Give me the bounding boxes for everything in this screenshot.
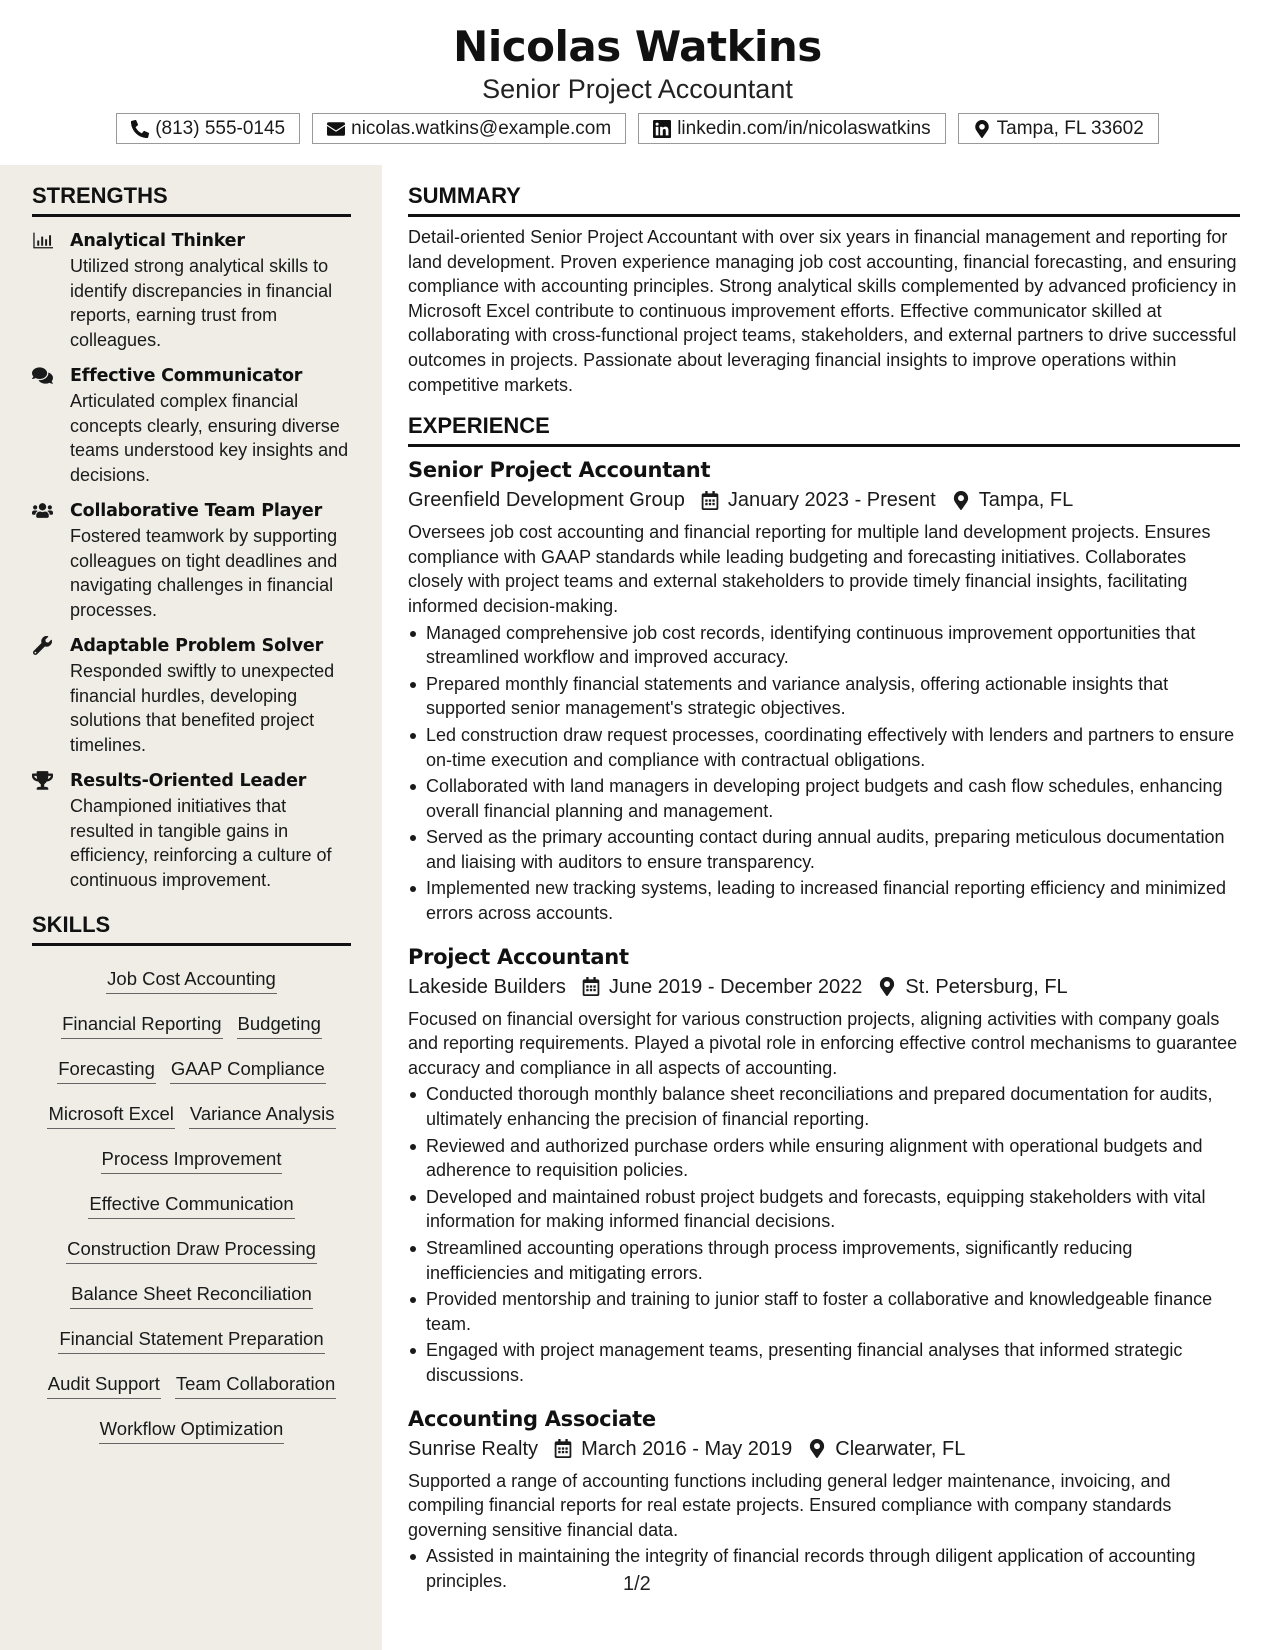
skill-tag: Financial Statement Preparation — [58, 1327, 324, 1354]
summary-heading: SUMMARY — [408, 183, 1240, 217]
job-description: Focused on financial oversight for various construction projects, aligning activities with company goals and reporting requirements. Played a pivotal role in enforcing effective control mechanisms to guarantee accuracy and compliance in all aspects of accounting. — [408, 1008, 1238, 1078]
bullet-item: Managed comprehensive job cost records, identifying continuous improvement opportunities that streamlined workflow and improved accuracy. — [408, 621, 1240, 670]
skill-tag: Microsoft Excel — [47, 1102, 174, 1129]
strength-title: Collaborative Team Player — [70, 501, 323, 521]
comments-icon — [32, 366, 53, 385]
job-company: Sunrise Realty — [408, 1437, 539, 1460]
contact-phone — [116, 113, 300, 144]
job-bullets — [408, 621, 1240, 926]
resume-header — [0, 0, 1275, 165]
bullet-item: Provided mentorship and training to junior staff to foster a collaborative and knowledgeable finance team. — [408, 1287, 1240, 1336]
calendar-icon — [582, 977, 600, 996]
bullet-item: Reviewed and authorized purchase orders while ensuring alignment with operational budgets and adherence to requisition policies. — [408, 1134, 1240, 1183]
envelope-icon — [327, 120, 345, 138]
location-text: Tampa, FL 33602 — [996, 117, 1144, 139]
candidate-title: Senior Project Accountant — [482, 74, 793, 104]
calendar-icon — [701, 491, 719, 510]
bar-chart-icon — [32, 231, 53, 250]
strength-title: Analytical Thinker — [70, 231, 245, 251]
skill-tag: Team Collaboration — [175, 1372, 336, 1399]
bullet-item: Assisted in maintaining the integrity of financial records through diligent application of accounting principles. — [408, 1544, 1240, 1593]
map-marker-icon — [952, 491, 970, 510]
job-entry — [408, 942, 1240, 1388]
map-marker-icon — [973, 120, 991, 138]
strength-item — [32, 229, 351, 352]
skill-tag: Forecasting — [57, 1057, 156, 1084]
experience-heading: EXPERIENCE — [408, 413, 1240, 447]
skills-list — [32, 958, 351, 1453]
skill-tag: Audit Support — [47, 1372, 161, 1399]
strengths-heading: STRENGTHS — [32, 183, 351, 217]
job-location: Tampa, FL — [978, 489, 1074, 512]
skill-tag: Workflow Optimization — [99, 1417, 285, 1444]
job-dates: January 2023 - Present — [727, 489, 936, 512]
job-dates: March 2016 - May 2019 — [581, 1437, 793, 1460]
skill-tag: Budgeting — [237, 1012, 322, 1039]
skill-tag: Financial Reporting — [61, 1012, 222, 1039]
strength-desc: Articulated complex financial concepts clearly, ensuring diverse teams understood key insights and decisions. — [70, 391, 349, 485]
bullet-item: Conducted thorough monthly balance sheet reconciliations and prepared documentation for audits, ultimately enhancing the precision of financial reporting. — [408, 1082, 1240, 1131]
strength-title: Effective Communicator — [70, 366, 303, 386]
skill-tag: Variance Analysis — [189, 1102, 336, 1129]
bullet-item: Served as the primary accounting contact during annual audits, preparing meticulous documentation and liaising with auditors to ensure transparency. — [408, 825, 1240, 874]
job-description: Supported a range of accounting functions including general ledger maintenance, invoicing, and compiling financial reports for real estate projects. Ensured compliance with company standards governing sensitive financial data. — [408, 1470, 1172, 1540]
bullet-item: Collaborated with land managers in developing project budgets and cash flow schedules, enhancing overall financial planning and management. — [408, 774, 1240, 823]
contact-bar — [0, 113, 1275, 144]
main-content — [408, 165, 1240, 1596]
skill-tag: Construction Draw Processing — [66, 1237, 317, 1264]
skill-tag: GAAP Compliance — [170, 1057, 326, 1084]
job-dates: June 2019 - December 2022 — [608, 975, 863, 998]
page-number: 1/2 — [623, 1573, 651, 1595]
skills-heading: SKILLS — [32, 912, 351, 946]
job-title: Accounting Associate — [408, 1406, 656, 1431]
job-bullets — [408, 1544, 1240, 1593]
strength-title: Results-Oriented Leader — [70, 771, 307, 791]
job-company: Lakeside Builders — [408, 975, 566, 998]
job-meta — [408, 973, 1240, 1001]
summary-text: Detail-oriented Senior Project Accountant with over six years in financial management and reporting for land development. Proven experience managing job cost accounting, financial forecasting, and ensuring compliance with accounting principles. Strong analytical skills complemented by advanced proficiency in Microsoft Excel contribute to continuous improvement efforts. Effective communicator skilled at collaborating with cross-functional project teams, stakeholders, and external partners to drive successful outcomes in projects. Passionate about leveraging financial insights to improve operations within competitive markets. — [408, 227, 1237, 395]
job-meta — [408, 1435, 1240, 1463]
job-meta — [408, 486, 1240, 514]
map-marker-icon — [808, 1439, 826, 1458]
job-company: Greenfield Development Group — [408, 489, 685, 512]
calendar-icon — [554, 1439, 572, 1458]
candidate-name: Nicolas Watkins — [453, 22, 822, 71]
job-title: Project Accountant — [408, 944, 629, 969]
sidebar — [0, 165, 382, 1650]
bullet-item: Streamlined accounting operations through process improvements, significantly reducing inefficiencies and mitigating errors. — [408, 1236, 1240, 1285]
bullet-item: Implemented new tracking systems, leading to increased financial reporting efficiency and minimized errors across accounts. — [408, 876, 1240, 925]
skill-tag: Process Improvement — [101, 1147, 283, 1174]
strength-title: Adaptable Problem Solver — [70, 636, 324, 656]
skill-tag: Effective Communication — [88, 1192, 294, 1219]
linkedin-text: linkedin.com/in/nicolaswatkins — [677, 117, 931, 139]
job-entry — [408, 1404, 1240, 1594]
strength-item — [32, 499, 351, 622]
bullet-item: Engaged with project management teams, presenting financial analyses that informed strategic discussions. — [408, 1338, 1240, 1387]
contact-email — [312, 113, 626, 144]
job-bullets — [408, 1082, 1240, 1387]
skill-tag: Job Cost Accounting — [106, 967, 277, 994]
strength-item — [32, 634, 351, 757]
strength-desc: Utilized strong analytical skills to identify discrepancies in financial reports, earning trust from colleagues. — [70, 256, 333, 350]
strength-item — [32, 364, 351, 487]
strength-desc: Responded swiftly to unexpected financial hurdles, developing solutions that benefited project timelines. — [70, 661, 335, 755]
skill-tag: Balance Sheet Reconciliation — [70, 1282, 313, 1309]
map-marker-icon — [878, 977, 896, 996]
users-icon — [32, 501, 53, 520]
strength-desc: Championed initiatives that resulted in tangible gains in efficiency, reinforcing a culture of continuous improvement. — [70, 796, 332, 890]
strength-desc: Fostered teamwork by supporting colleagues on tight deadlines and navigating challenges in financial processes. — [70, 526, 338, 620]
contact-location — [958, 113, 1159, 144]
email-text: nicolas.watkins@example.com — [351, 117, 612, 139]
bullet-item: Led construction draw request processes, coordinating effectively with lenders and partners to ensure on-time execution and compliance with contractual obligations. — [408, 723, 1240, 772]
linkedin-icon — [653, 120, 671, 138]
job-description: Oversees job cost accounting and financial reporting for multiple land development projects. Ensures compliance with GAAP standards while leading budgeting and forecasting initiatives. Collaborates closely with project teams and external stakeholders to provide timely financial insights, facilitating informed decision-making. — [408, 522, 1211, 616]
strength-item — [32, 769, 351, 892]
bullet-item: Developed and maintained robust project budgets and forecasts, equipping stakeholders with vital information for making informed financial decisions. — [408, 1185, 1240, 1234]
job-location: St. Petersburg, FL — [905, 975, 1068, 998]
trophy-icon — [32, 771, 53, 790]
job-title: Senior Project Accountant — [408, 458, 711, 483]
wrench-icon — [32, 636, 53, 655]
phone-icon — [131, 120, 149, 138]
phone-text: (813) 555-0145 — [155, 117, 286, 139]
bullet-item: Prepared monthly financial statements and variance analysis, offering actionable insights that supported senior management's strategic objectives. — [408, 672, 1240, 721]
job-entry — [408, 455, 1240, 926]
contact-linkedin — [638, 113, 945, 144]
job-location: Clearwater, FL — [835, 1437, 966, 1460]
